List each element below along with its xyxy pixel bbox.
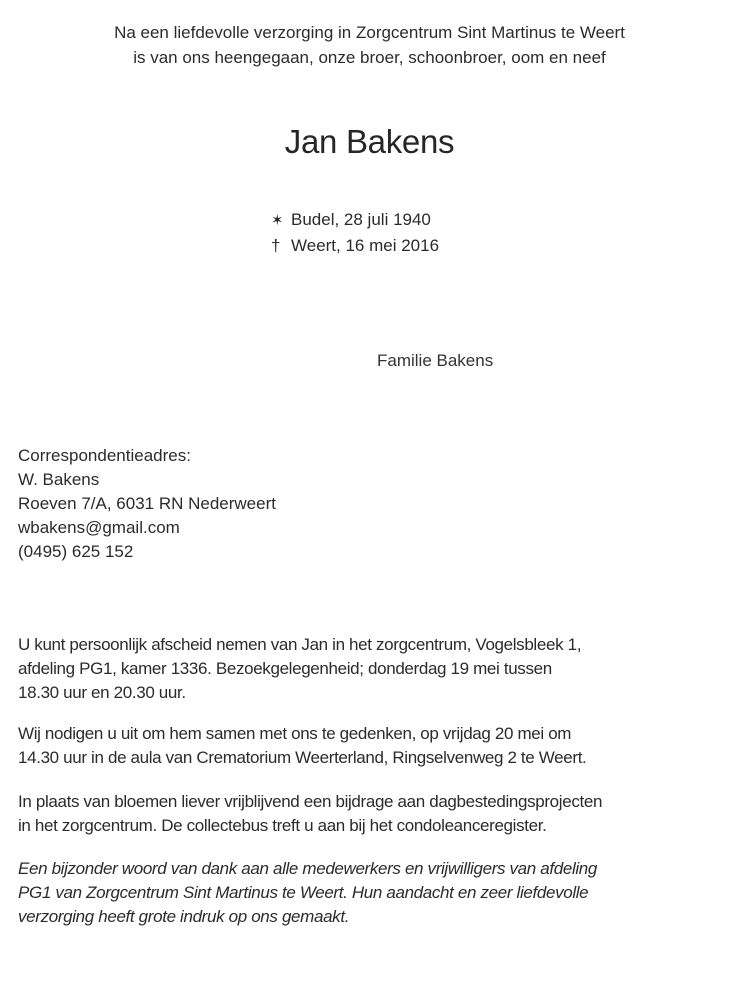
intro-line: Na een liefdevolle verzorging in Zorgcentrum Sint Martinus te Weert	[114, 23, 625, 42]
paragraph-line: in het zorgcentrum. De collectebus treft u aan bij het condoleanceregister.	[18, 816, 547, 835]
family-signature: Familie Bakens	[377, 351, 494, 370]
intro-text	[0, 20, 739, 70]
birth-star-icon: ✶	[271, 212, 284, 229]
paragraph-line: 14.30 uur in de aula van Crematorium Weerterland, Ringselvenweg 2 te Weert.	[18, 748, 587, 767]
paragraph-line: afdeling PG1, kamer 1336. Bezoekgelegenheid; donderdag 19 mei tussen	[18, 659, 552, 678]
address-phone: (0495) 625 152	[18, 542, 134, 561]
deceased-name: Jan Bakens	[284, 123, 455, 160]
farewell-paragraph	[18, 633, 718, 705]
death-cross-icon: †	[271, 236, 281, 255]
paragraph-line: Een bijzonder woord van dank aan alle medewerkers en vrijwilligers van afdeling	[18, 859, 598, 878]
paragraph-line: Wij nodigen u uit om hem samen met ons te gedenken, op vrijdag 20 mei om	[18, 724, 572, 743]
address-name: W. Bakens	[18, 470, 100, 489]
birth-line	[271, 207, 439, 233]
paragraph-line: PG1 van Zorgcentrum Sint Martinus te Weert. Hun aandacht en zeer liefdevolle	[18, 883, 589, 902]
address-street: Roeven 7/A, 6031 RN Nederweert	[18, 494, 276, 513]
ceremony-paragraph	[18, 722, 718, 770]
life-dates	[271, 207, 439, 258]
paragraph-line: U kunt persoonlijk afscheid nemen van Jan in het zorgcentrum, Vogelsbleek 1,	[18, 635, 582, 654]
address-label: Correspondentieadres:	[18, 446, 191, 465]
death-text: Weert, 16 mei 2016	[291, 236, 440, 255]
donation-paragraph	[18, 790, 718, 838]
paragraph-line: verzorging heeft grote indruk op ons gemaakt.	[18, 907, 350, 926]
intro-line: is van ons heengegaan, onze broer, schoonbroer, oom en neef	[133, 48, 606, 67]
address-email: wbakens@gmail.com	[18, 518, 180, 537]
paragraph-line: 18.30 uur en 20.30 uur.	[18, 683, 186, 702]
correspondence-address	[18, 444, 276, 564]
thanks-paragraph	[18, 857, 718, 929]
birth-text: Budel, 28 juli 1940	[291, 210, 431, 229]
paragraph-line: In plaats van bloemen liever vrijblijvend een bijdrage aan dagbestedingsprojecten	[18, 792, 603, 811]
death-line	[271, 233, 439, 258]
